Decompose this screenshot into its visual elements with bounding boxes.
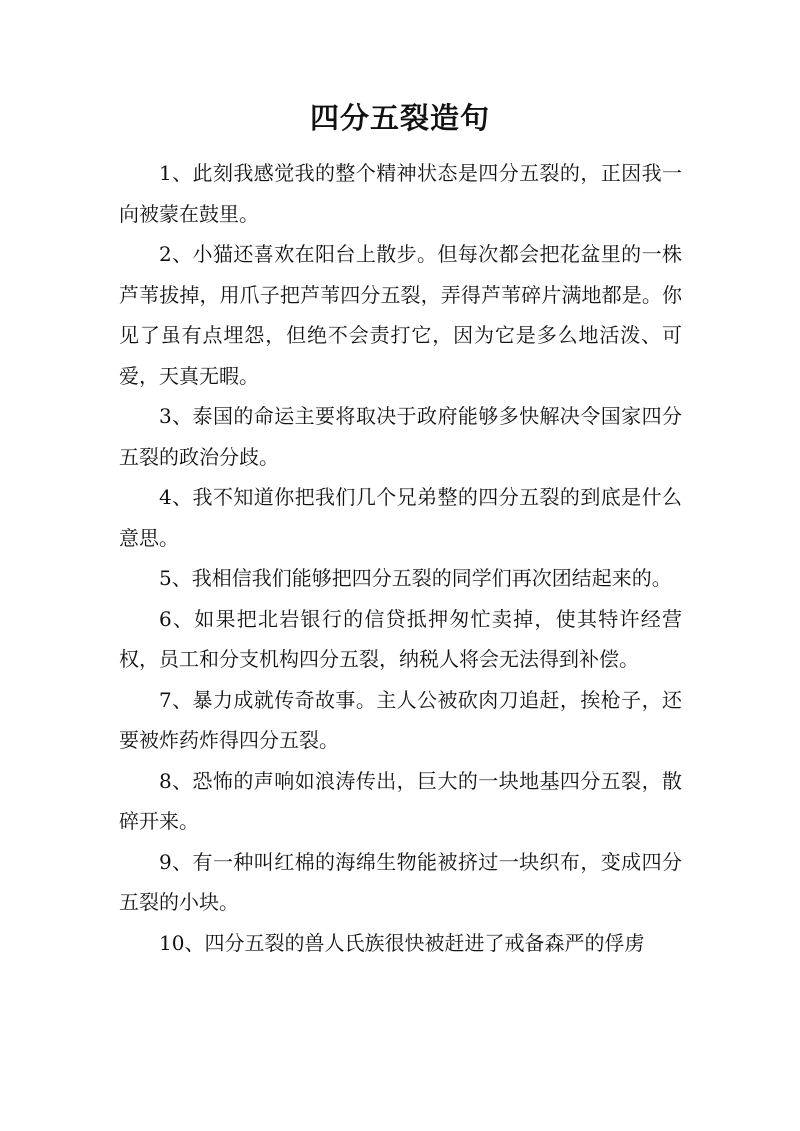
sentence-paragraph-7: 7、暴力成就传奇故事。主人公被砍肉刀追赶，挨枪子，还要被炸药炸得四分五裂。 (119, 687, 682, 752)
sentence-paragraph-3: 3、泰国的命运主要将取决于政府能够多快解决令国家四分五裂的政治分歧。 (119, 404, 682, 469)
sentence-paragraph-5: 5、我相信我们能够把四分五裂的同学们再次团结起来的。 (159, 566, 672, 590)
sentence-paragraph-8: 8、恐怖的声响如浪涛传出，巨大的一块地基四分五裂，散碎开来。 (119, 768, 682, 833)
sentence-paragraph-1: 1、此刻我感觉我的整个精神状态是四分五裂的，正因我一向被蒙在鼓里。 (119, 161, 682, 226)
document-body (119, 153, 682, 963)
sentence-paragraph-4: 4、我不知道你把我们几个兄弟整的四分五裂的到底是什么意思。 (119, 485, 682, 550)
sentence-paragraph-6: 6、如果把北岩银行的信贷抵押匆忙卖掉，使其特许经营权，员工和分支机构四分五裂，纳税人将会无法得到补偿。 (119, 606, 682, 671)
sentence-paragraph-9: 9、有一种叫红棉的海绵生物能被挤过一块织布，变成四分五裂的小块。 (119, 849, 682, 914)
document-title: 四分五裂造句 (309, 101, 490, 135)
sentence-paragraph-2: 2、小猫还喜欢在阳台上散步。但每次都会把花盆里的一株芦苇拔掉，用爪子把芦苇四分五裂，弄得芦苇碎片满地都是。你见了虽有点埋怨，但绝不会责打它，因为它是多么地活泼、可爱，天真无暇。 (119, 242, 682, 388)
sentence-paragraph-10: 10、四分五裂的兽人氏族很快被赶进了戒备森严的俘虏 (159, 930, 645, 955)
